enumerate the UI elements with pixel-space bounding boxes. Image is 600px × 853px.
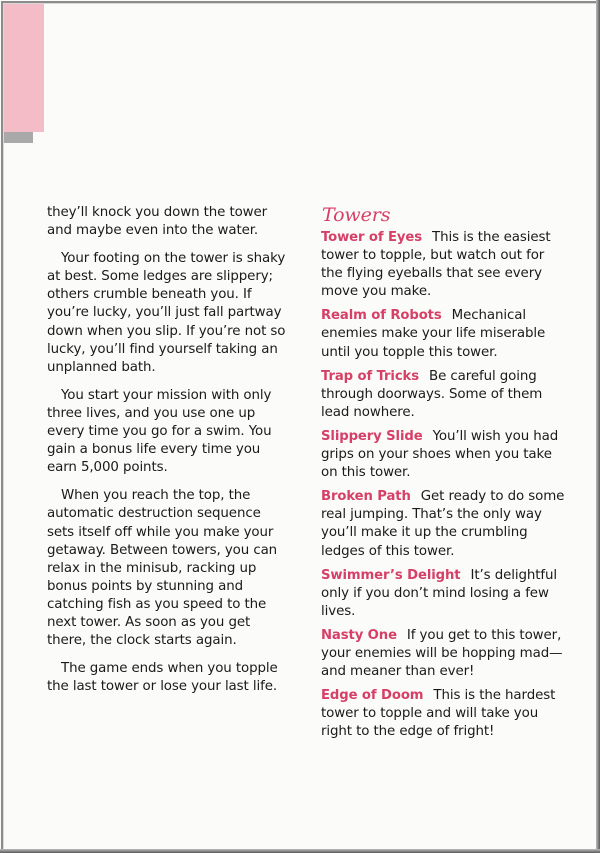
tower-description: This is the easiest tower to topple, but watch out for the flying eyeballs that see every move you make. <box>321 230 551 300</box>
paragraph-3: You start your mission with only three lives, and you use one up every time you go for a swim. You gain a bonus life every time you earn 5,000 points. <box>47 387 272 476</box>
tower-description: Mechanical enemies make your life miserable until you topple this tower. <box>321 308 546 360</box>
tower-entry <box>321 687 566 741</box>
towers-heading: Towers <box>322 204 391 226</box>
tower-entry <box>321 229 566 301</box>
tower-name: Swimmer’s Delight <box>321 567 461 583</box>
paragraph-1: they’ll knock you down the tower and maybe even into the water. <box>47 205 268 239</box>
paragraph-2: Your footing on the tower is shaky at best. Some ledges are slippery; others crumble beneath you. If you’re lucky, you’ll just fall partway down when you slip. If you’re not so lucky, you’ll find yourself taking an unplanned bath. <box>47 251 286 375</box>
tower-entry <box>321 428 566 482</box>
tower-entry <box>321 567 566 621</box>
paragraph-4: When you reach the top, the automatic destruction sequence sets itself off while you make your getaway. Between towers, you can relax in the minisub, racking up bonus points by stunning and catching fish as you speed to the next tower. As soon as you get there, the clock starts again. <box>47 488 278 649</box>
tower-entry <box>321 368 566 422</box>
tower-description: Be careful going through doorways. Some of them lead nowhere. <box>321 368 543 420</box>
tower-name: Edge of Doom <box>321 688 424 704</box>
paragraph-5: The game ends when you topple the last tower or lose your last life. <box>47 661 278 695</box>
tower-name: Trap of Tricks <box>321 368 419 384</box>
tower-description: You’ll wish you had grips on your shoes when you take on this tower. <box>321 428 559 481</box>
tower-description: Get ready to do some real jumping. That’s the only way you’ll make it up the crumbling ledges of this tower. <box>321 489 565 559</box>
tower-entry <box>321 627 566 681</box>
tower-description: It’s delightful only if you don’t mind losing a few lives. <box>321 567 558 619</box>
right-text-column <box>321 204 566 747</box>
page-edge-bottom <box>0 849 600 853</box>
tower-entry <box>321 307 566 361</box>
tower-name: Slippery Slide <box>321 428 423 444</box>
tower-name: Nasty One <box>321 627 397 643</box>
tower-description: This is the hardest tower to topple and will take you right to the edge of fright! <box>321 688 556 740</box>
pink-page-tab <box>4 4 44 132</box>
tower-name: Realm of Robots <box>321 308 442 324</box>
grey-page-tab <box>4 132 33 143</box>
tower-entry <box>321 488 566 560</box>
tower-name: Tower of Eyes <box>321 230 423 245</box>
page-edge-right <box>596 0 600 853</box>
left-text-column <box>47 204 287 706</box>
tower-name: Broken Path <box>321 489 411 505</box>
tower-description: If you get to this tower, your enemies will be hopping mad—and meaner than ever! <box>321 627 563 680</box>
